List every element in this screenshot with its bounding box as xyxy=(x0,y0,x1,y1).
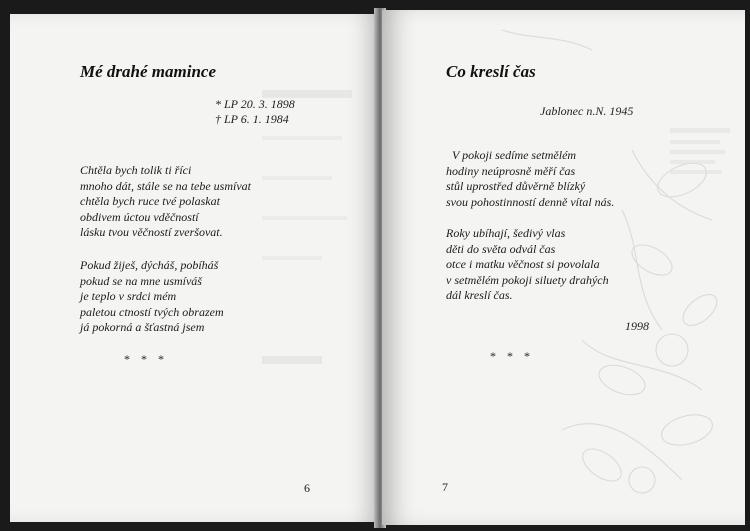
death-date: † LP 6. 1. 1984 xyxy=(215,112,289,126)
birth-death-dates xyxy=(215,97,295,127)
page-number: 6 xyxy=(304,481,310,495)
verse-line: dál kreslí čas. xyxy=(446,288,513,302)
verse-line: paletou ctností tvých obrazem xyxy=(80,304,224,319)
verse-line: svou pohostinností denně vítal nás. xyxy=(446,194,615,209)
stanza-1 xyxy=(446,148,614,210)
poem-title: Co kreslí čas xyxy=(446,62,536,81)
verse-line: V pokoji sedíme setmělém xyxy=(452,148,577,162)
verse-line: Roky ubíhají, šedivý vlas xyxy=(446,226,566,240)
place-date: Jablonec n.N. 1945 xyxy=(540,104,634,118)
verse-line: hodiny neúprosně měří čas xyxy=(446,163,576,178)
stanza-2 xyxy=(80,258,224,336)
section-separator: * * * xyxy=(124,352,168,366)
stanza-2 xyxy=(446,226,609,304)
verse-line: děti do světa odvál čas xyxy=(446,241,556,256)
verse-line: mnoho dát, stále se na tebe usmívat xyxy=(80,178,251,193)
verse-line: pokud se na mne usmíváš xyxy=(80,273,202,288)
stanza-1 xyxy=(80,163,251,241)
verse-line: obdivem úctou vděčností xyxy=(80,209,199,224)
verse-line: Pokud žiješ, dýcháš, pobíháš xyxy=(80,258,219,272)
verse-line: Chtěla bych tolik ti říci xyxy=(80,163,192,177)
verse-line: chtěla bych ruce tvé polaskat xyxy=(80,194,220,208)
left-page xyxy=(10,14,378,522)
verse-line: stůl uprostřed důvěrně blízký xyxy=(446,179,586,193)
birth-date: * LP 20. 3. 1898 xyxy=(215,97,295,111)
page-number: 7 xyxy=(442,480,448,494)
right-page xyxy=(382,10,745,525)
section-separator: * * * xyxy=(490,349,534,363)
poem-title: Mé drahé mamince xyxy=(80,62,216,81)
verse-line: je teplo v srdci mém xyxy=(80,289,177,303)
poem-year: 1998 xyxy=(625,319,649,333)
verse-line: já pokorná a šťastná jsem xyxy=(80,320,205,334)
verse-line: lásku tvou věčností zveršovat. xyxy=(80,225,223,239)
verse-line: v setmělém pokoji siluety drahých xyxy=(446,272,609,287)
verse-line: otce i matku věčnost si povolala xyxy=(446,257,600,271)
